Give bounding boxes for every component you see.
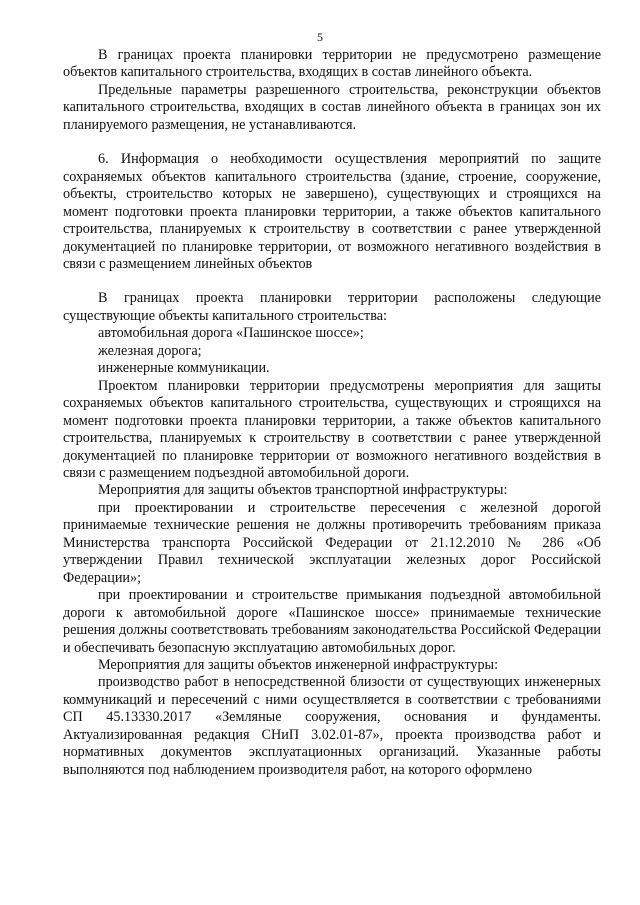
section-heading-6: 6. Информация о необходимости осуществления мероприятий по защите сохраняемых объектов капитального строительства (здание, строение, сооружение, объекты, строительство которых не завершено), существующих и строящихся на момент подготовки проекта планировки территории, а также объектов капитального строительства, планируемых к строительству в соответствии с ранее утвержденной документацией по планировке территории, от возможного негативного воздействия в связи с размещением линейных объектов bbox=[63, 151, 601, 272]
paragraph-railway-crossing: при проектировании и строительстве пересечения с железной дорогой принимаемые технические решения не должны противоречить требованиям приказа Министерства транспорта Российской Федерации от 21.12.2010 № 286 «Об утверждении Правил технической эксплуатации железных дорог Российской Федерации»; bbox=[63, 499, 601, 586]
paragraph-limit-parameters: Предельные параметры разрешенного строительства, реконструкции объектов капитального строительства, входящих в состав линейного объекта в границах зон их планируемого размещения, не устанавливаются. bbox=[63, 81, 601, 133]
page-number: 5 bbox=[317, 30, 323, 44]
paragraph-no-placement: В границах проекта планировки территории не предусмотрено размещение объектов капитального строительства, входящих в состав линейного объекта. bbox=[63, 47, 601, 81]
list-item-utilities: инженерные коммуникации. bbox=[98, 360, 270, 377]
document-body bbox=[63, 47, 601, 779]
list-item-railway: железная дорога; bbox=[98, 342, 202, 359]
paragraph-road-junction: при проектировании и строительстве примыкания подъездной автомобильной дороги к автомобильной дороге «Пашинское шоссе» принимаемые технические решения должны соответствовать требованиям законодательства Российской Федерации и обеспечивать безопасную эксплуатацию автомобильных дорог. bbox=[63, 587, 601, 656]
paragraph-protection-measures: Проектом планировки территории предусмотрены мероприятия для защиты сохраняемых объектов капитального строительства, существующих и строящихся на момент подготовки проекта планировки территории, а также объектов капитального строительства, планируемых к строительству в соответствии с ранее утвержденной документацией по планировке территории от возможного негативного воздействия в связи с размещением подъездной автомобильной дороги. bbox=[63, 377, 601, 481]
paragraph-transport-measures-title: Мероприятия для защиты объектов транспортной инфраструктуры: bbox=[98, 482, 508, 499]
paragraph-existing-objects-intro: В границах проекта планировки территории расположены следующие существующие объекты капитального строительства: bbox=[63, 290, 601, 324]
paragraph-engineering-measures-title: Мероприятия для защиты объектов инженерной инфраструктуры: bbox=[98, 656, 499, 673]
list-item-highway: автомобильная дорога «Пашинское шоссе»; bbox=[98, 325, 364, 342]
paragraph-works-near-utilities: производство работ в непосредственной близости от существующих инженерных коммуникаций и пересечений с ними осуществляется в соответствии с требованиями СП 45.13330.2017 «Земляные сооружения, основания и фундаменты. Актуализированная редакция СНиП 3.02.01-87», проекта производства работ и нормативных документов эксплуатационных организаций. Указанные работы выполняются под наблюдением производителя работ, на которого оформлено bbox=[63, 674, 601, 778]
